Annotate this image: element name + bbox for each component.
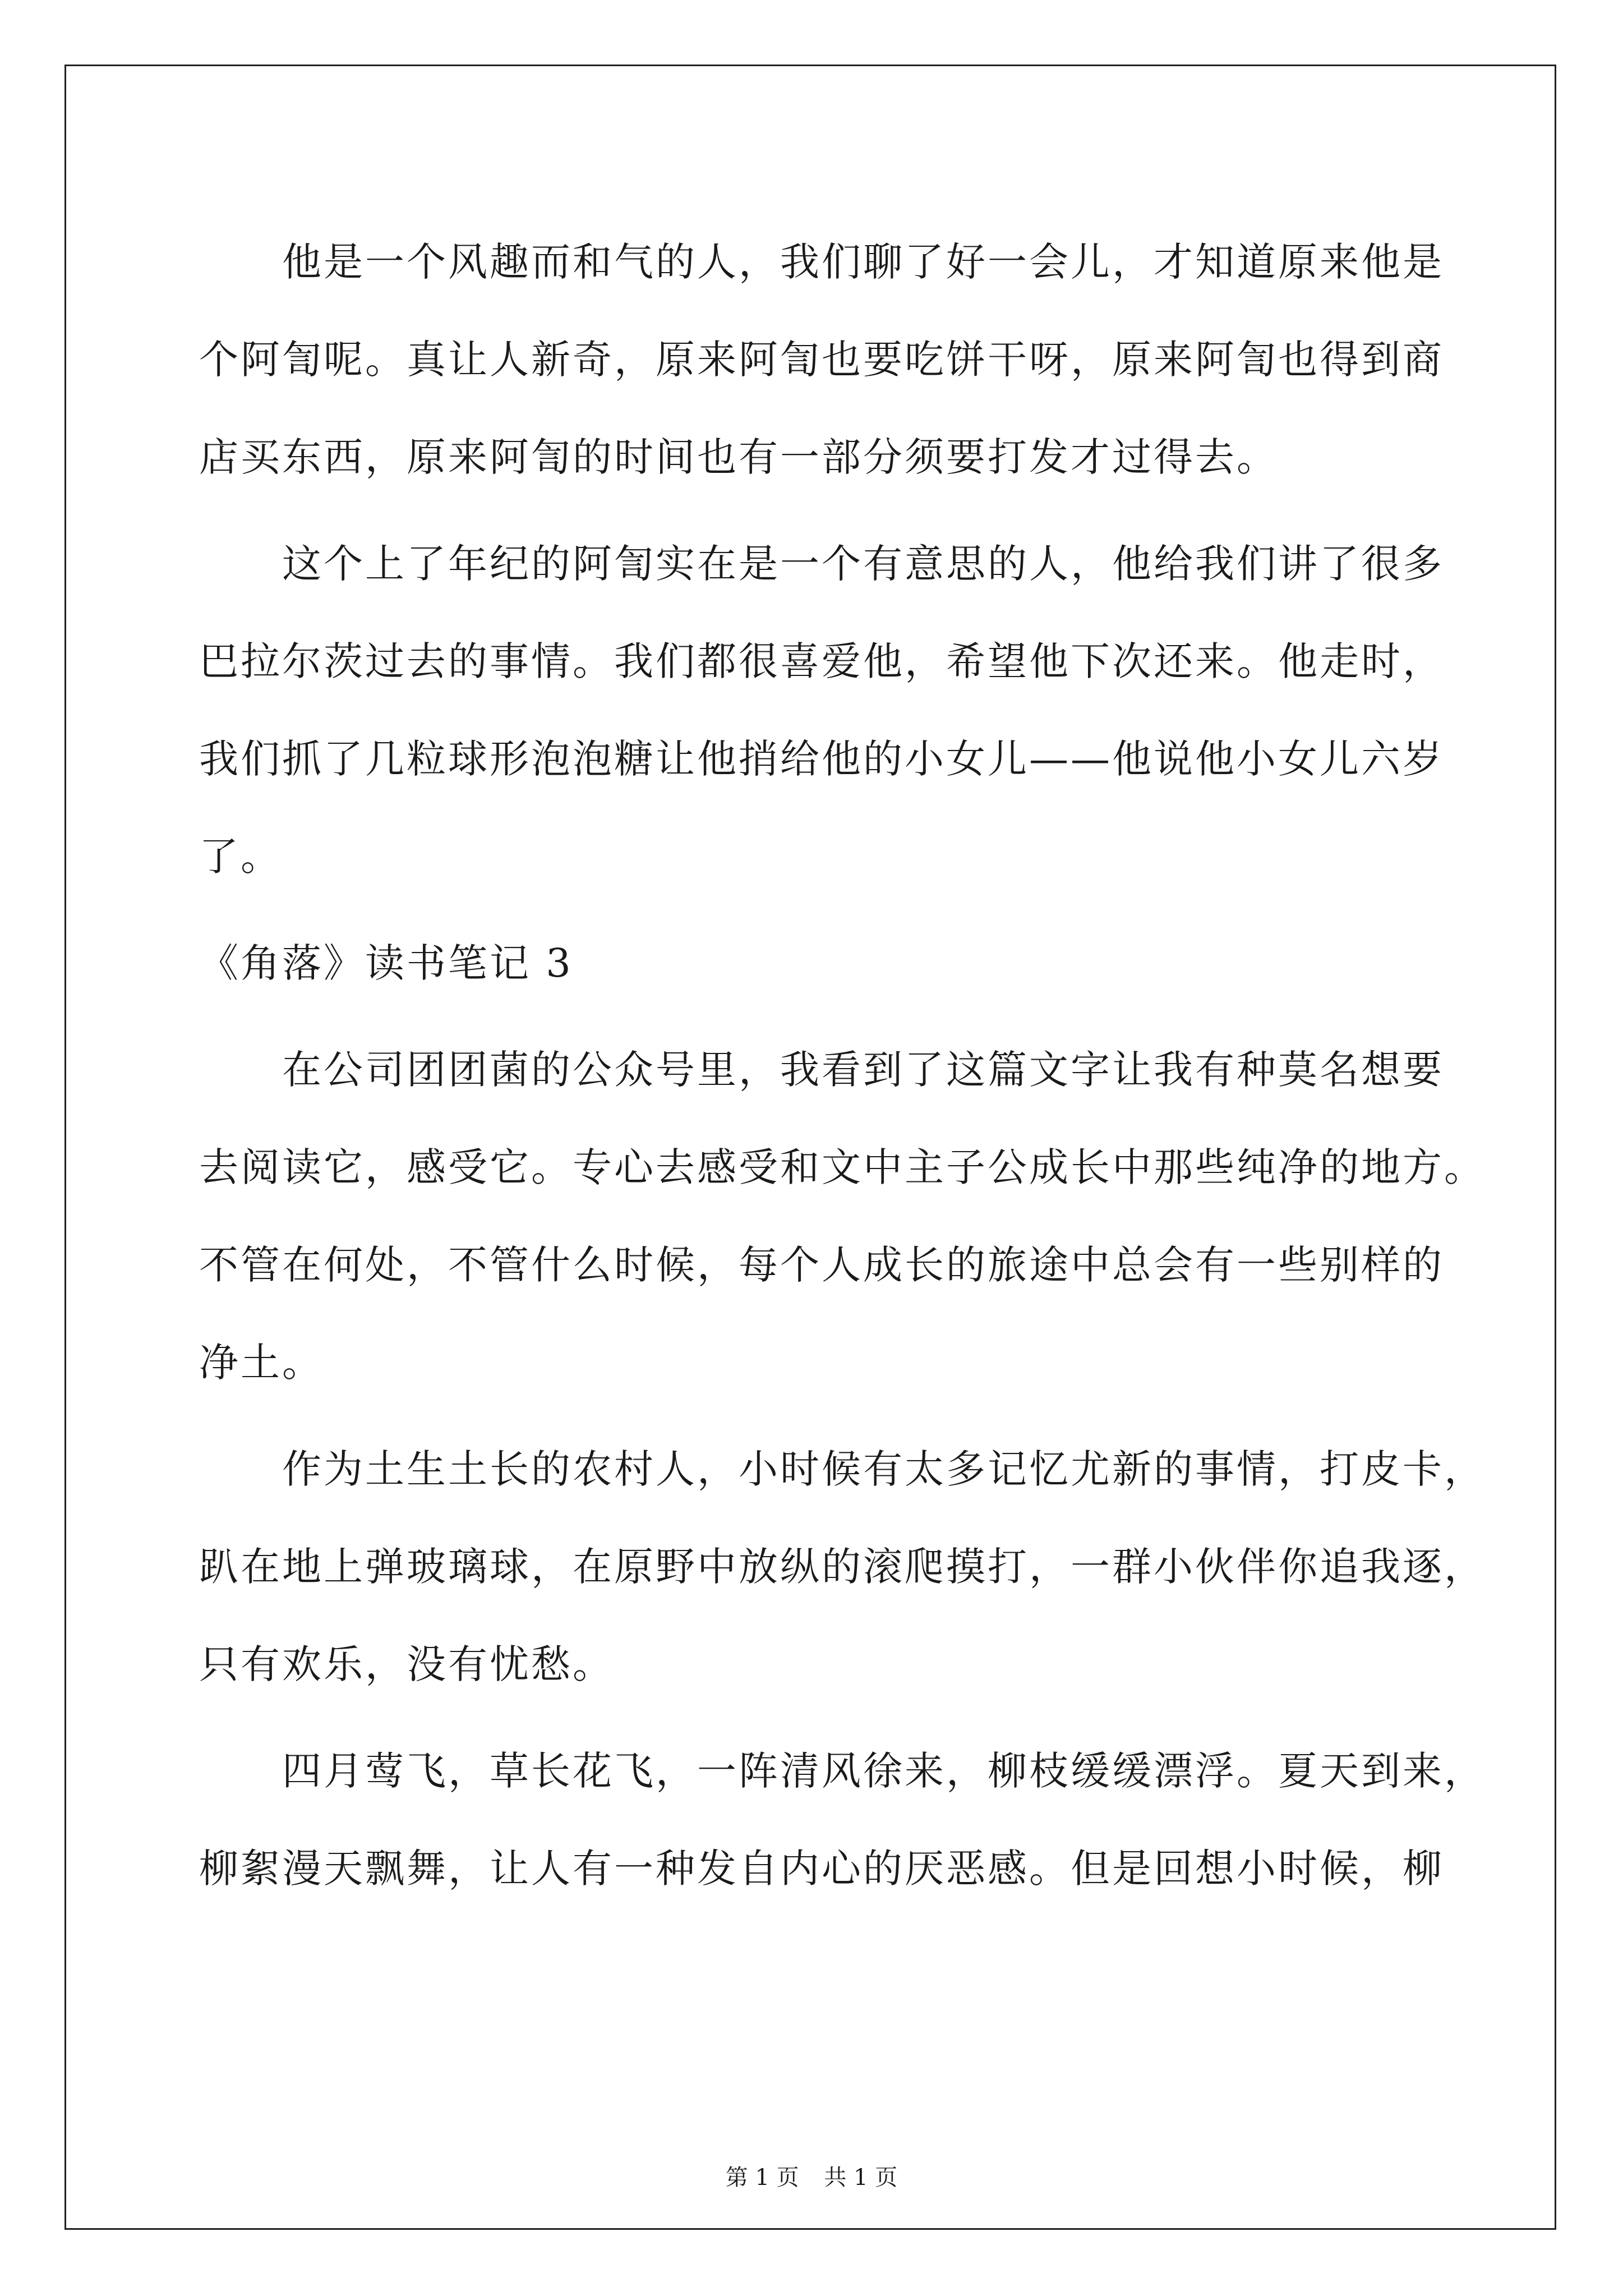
text-line: 去阅读它，感受它。专心去感受和文中主子公成长中那些纯净的地方。 bbox=[199, 1144, 1486, 1190]
paragraph-4 bbox=[199, 1420, 1486, 1713]
text-line: 柳絮漫天飘舞，让人有一种发自内心的厌恶感。但是回想小时候，柳 bbox=[199, 1846, 1444, 1892]
paragraph-1 bbox=[199, 213, 1444, 506]
text-line: 个阿訇呢。真让人新奇，原来阿訇也要吃饼干呀，原来阿訇也得到商 bbox=[199, 337, 1444, 383]
paragraph-2 bbox=[199, 515, 1444, 905]
page-number: 第 1 页 bbox=[725, 2165, 799, 2191]
text-line: 巴拉尔茨过去的事情。我们都很喜爱他，希望他下次还来。他走时， bbox=[199, 638, 1444, 684]
paragraph-5 bbox=[199, 1722, 1486, 1917]
text-line: 四月莺飞，草长花飞，一阵清风徐来，柳枝缓缓漂浮。夏天到来， bbox=[199, 1748, 1486, 1794]
section-heading: 《角落》读书笔记 3 bbox=[199, 940, 573, 986]
page-total: 共 1 页 bbox=[824, 2165, 898, 2191]
paragraph-3 bbox=[199, 1021, 1486, 1411]
text-line: 了。 bbox=[199, 834, 282, 880]
text-line: 这个上了年纪的阿訇实在是一个有意思的人，他给我们讲了很多 bbox=[199, 541, 1444, 587]
text-line: 店买东西，原来阿訇的时间也有一部分须要打发才过得去。 bbox=[199, 434, 1278, 480]
text-line: 在公司团团菌的公众号里，我看到了这篇文字让我有种莫名想要 bbox=[199, 1047, 1444, 1093]
text-line: 他是一个风趣而和气的人，我们聊了好一会儿，才知道原来他是 bbox=[199, 239, 1444, 285]
text-line: 作为土生土长的农村人，小时候有太多记忆尤新的事情，打皮卡， bbox=[199, 1446, 1486, 1492]
text-line: 只有欢乐，没有忧愁。 bbox=[199, 1641, 614, 1687]
text-line: 趴在地上弹玻璃球，在原野中放纵的滚爬摸打，一群小伙伴你追我逐， bbox=[199, 1544, 1486, 1590]
page-footer bbox=[0, 2160, 1623, 2192]
text-line: 不管在何处，不管什么时候，每个人成长的旅途中总会有一些别样的 bbox=[199, 1242, 1444, 1288]
text-line: 净土。 bbox=[199, 1340, 324, 1386]
text-line: 我们抓了几粒球形泡泡糖让他捎给他的小女儿——他说他小女儿六岁 bbox=[199, 736, 1444, 782]
document-body bbox=[199, 213, 1486, 1926]
